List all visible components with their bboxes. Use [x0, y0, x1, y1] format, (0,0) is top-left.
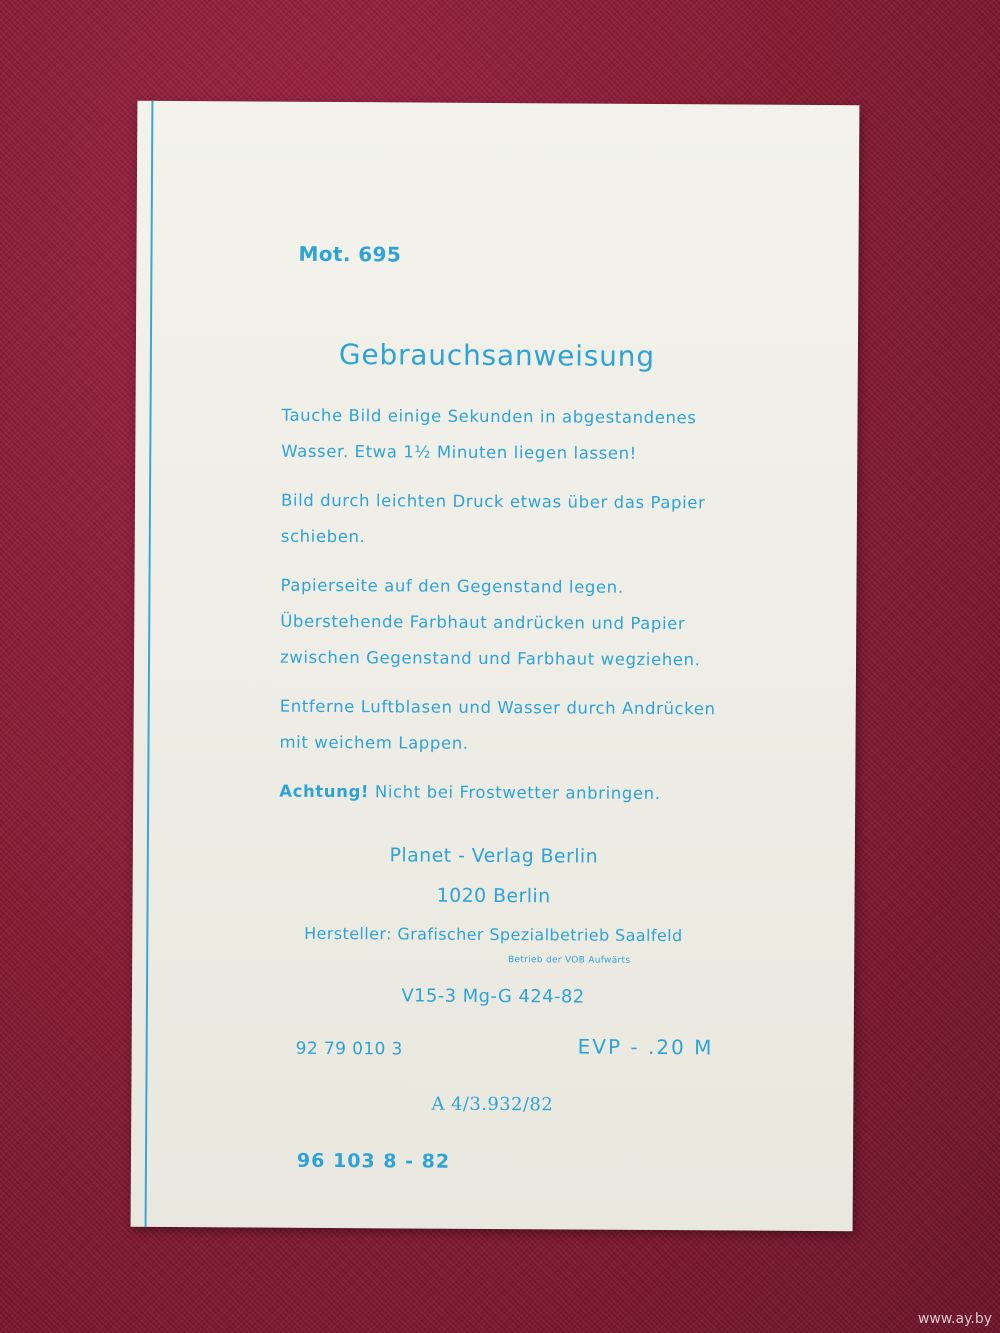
instruction-card: [131, 101, 860, 1231]
publisher-name: Planet - Verlag Berlin: [389, 844, 599, 868]
instruction-line: Tauche Bild einige Sekunden in abgestandenes: [281, 405, 697, 428]
site-watermark: www.ay.by: [917, 1311, 992, 1327]
instruction-line: schieben.: [280, 526, 366, 547]
publisher-city: 1020 Berlin: [436, 884, 551, 908]
manufacturer: Hersteller: Grafischer Spezialbetrieb Saalfeld: [304, 923, 683, 946]
instruction-paragraph-2: [281, 483, 751, 558]
article-number: 92 79 010 3: [295, 1038, 403, 1060]
warning-text: Nicht bei Frostwetter anbringen.: [374, 782, 661, 804]
warning-label: Achtung!: [279, 781, 370, 802]
card-border-rule: [145, 101, 154, 1227]
issue-code: A 4/3.932/82: [431, 1093, 554, 1116]
card-title: Gebrauchsanweisung: [338, 338, 655, 373]
motif-number: Mot. 695: [298, 241, 402, 267]
warning-line: [279, 774, 749, 813]
instruction-line: Bild durch leichten Druck etwas über das Papier: [280, 490, 706, 513]
instruction-line: mit weichem Lappen.: [279, 732, 469, 753]
instruction-line: Papierseite auf den Gegenstand legen.: [280, 575, 624, 597]
instruction-paragraph-3: [280, 568, 751, 679]
instruction-line: Entferne Luftblasen und Wasser durch Andrücken: [279, 696, 716, 719]
manufacturer-subline: Betrieb der VOB Aufwärts: [507, 955, 631, 966]
instruction-paragraph-4: [279, 689, 749, 764]
instruction-line: Überstehende Farbhaut andrücken und Papier: [280, 611, 686, 634]
instructions-block: [279, 398, 752, 826]
instruction-paragraph-1: [281, 398, 751, 473]
price-label: EVP - .20 M: [577, 1034, 714, 1060]
bottom-code: 96 103 8 - 82: [296, 1149, 451, 1173]
instruction-line: zwischen Gegenstand und Farbhaut wegziehen.: [279, 647, 701, 670]
warning-paragraph: [279, 774, 749, 813]
instruction-line: Wasser. Etwa 1½ Minuten liegen lassen!: [281, 441, 637, 463]
print-code: V15-3 Mg-G 424-82: [401, 985, 585, 1008]
